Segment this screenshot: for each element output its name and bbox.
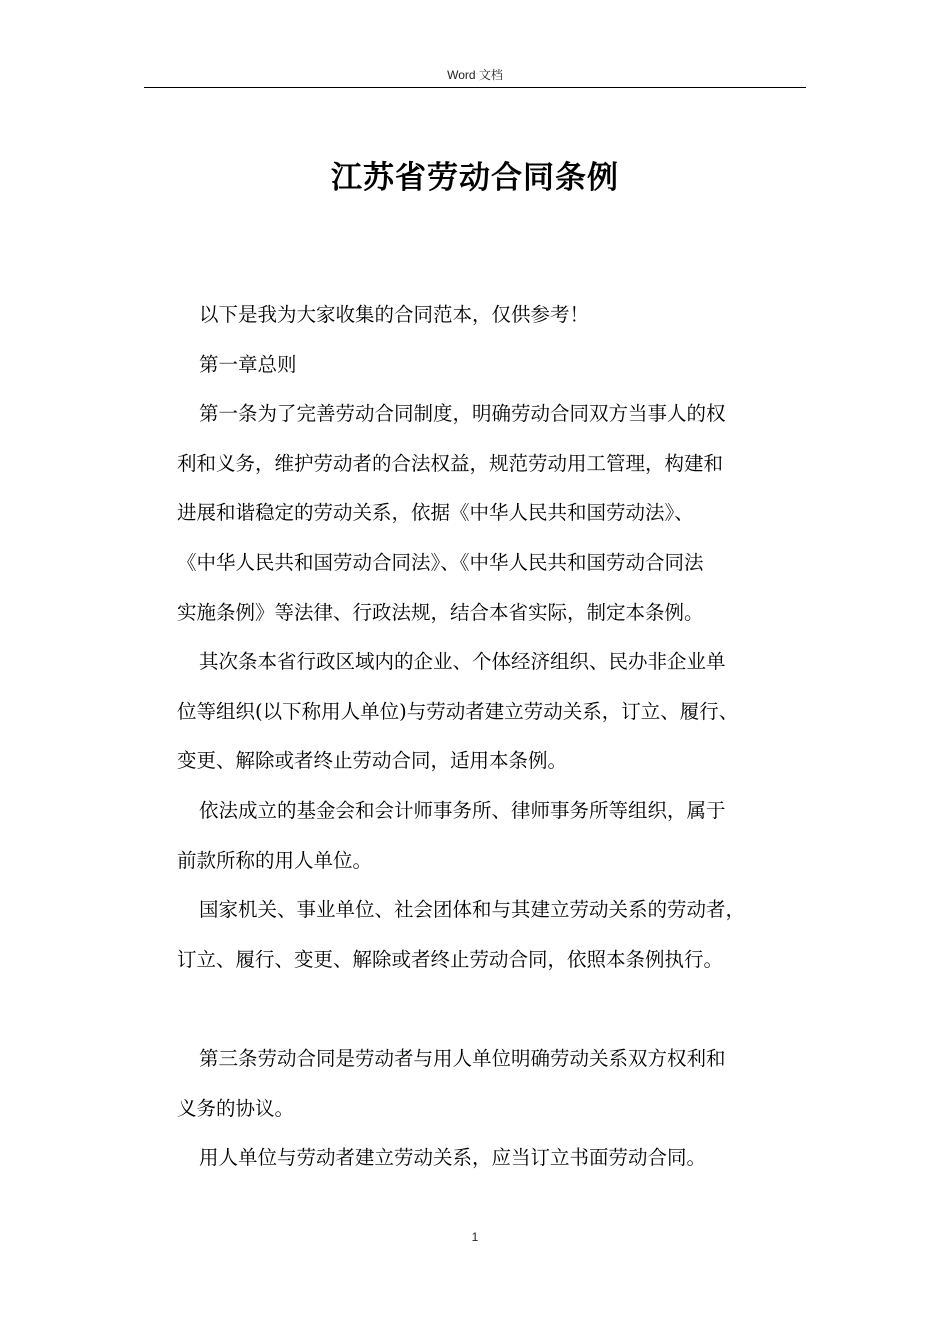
paragraph-line: 前款所称的用人单位。	[177, 848, 373, 872]
paragraph-line: 第三条劳动合同是劳动者与用人单位明确劳动关系双方权利和	[199, 1046, 726, 1070]
article-2	[177, 637, 807, 786]
paragraph-line: 用人单位与劳动者建立劳动关系，应当订立书面劳动合同。	[199, 1146, 707, 1170]
paragraph-line: 变更、解除或者终止劳动合同，适用本条例。	[177, 749, 568, 773]
paragraph-line: 第一条为了完善劳动合同制度，明确劳动合同双方当事人的权	[199, 402, 726, 426]
paragraph-line: 第一章总则	[199, 352, 297, 376]
document-body	[177, 290, 807, 1183]
paragraph-line: 其次条本省行政区域内的企业、个体经济组织、民办非企业单	[199, 650, 726, 674]
paragraph-line: 依法成立的基金会和会计师事务所、律师事务所等组织，属于	[199, 798, 726, 822]
paragraph-line: 以下是我为大家收集的合同范本，仅供参考！	[199, 303, 590, 326]
blank-line	[177, 984, 807, 1034]
paragraph-line: 进展和谐稳定的劳动关系，依据《中华人民共和国劳动法》、	[177, 501, 694, 525]
article-3	[177, 1034, 807, 1133]
article-2-clause-3	[177, 885, 807, 984]
paragraph-line: 《中华人民共和国劳动合同法》、《中华人民共和国劳动合同法	[177, 550, 704, 574]
chapter-heading	[177, 340, 807, 390]
paragraph-line: 位等组织(以下称用人单位)与劳动者建立劳动关系，订立、履行、	[177, 699, 739, 723]
paragraph-line: 义务的协议。	[177, 1096, 295, 1120]
page-header-label: Word 文档	[447, 68, 503, 82]
paragraph-intro	[177, 290, 807, 340]
paragraph-line: 国家机关、事业单位、社会团体和与其建立劳动关系的劳动者，	[199, 898, 746, 922]
paragraph-line: 实施条例》等法律、行政法规，结合本省实际，制定本条例。	[177, 600, 704, 624]
header-divider	[144, 87, 806, 88]
article-3-clause-2	[177, 1133, 807, 1183]
document-title: 江苏省劳动合同条例	[331, 160, 619, 196]
page-number: 1	[471, 1230, 479, 1244]
article-2-clause-2	[177, 786, 807, 885]
paragraph-line: 利和义务，维护劳动者的合法权益，规范劳动用工管理，构建和	[177, 451, 724, 475]
article-1	[177, 389, 807, 637]
paragraph-line: 订立、履行、变更、解除或者终止劳动合同，依照本条例执行。	[177, 947, 724, 971]
